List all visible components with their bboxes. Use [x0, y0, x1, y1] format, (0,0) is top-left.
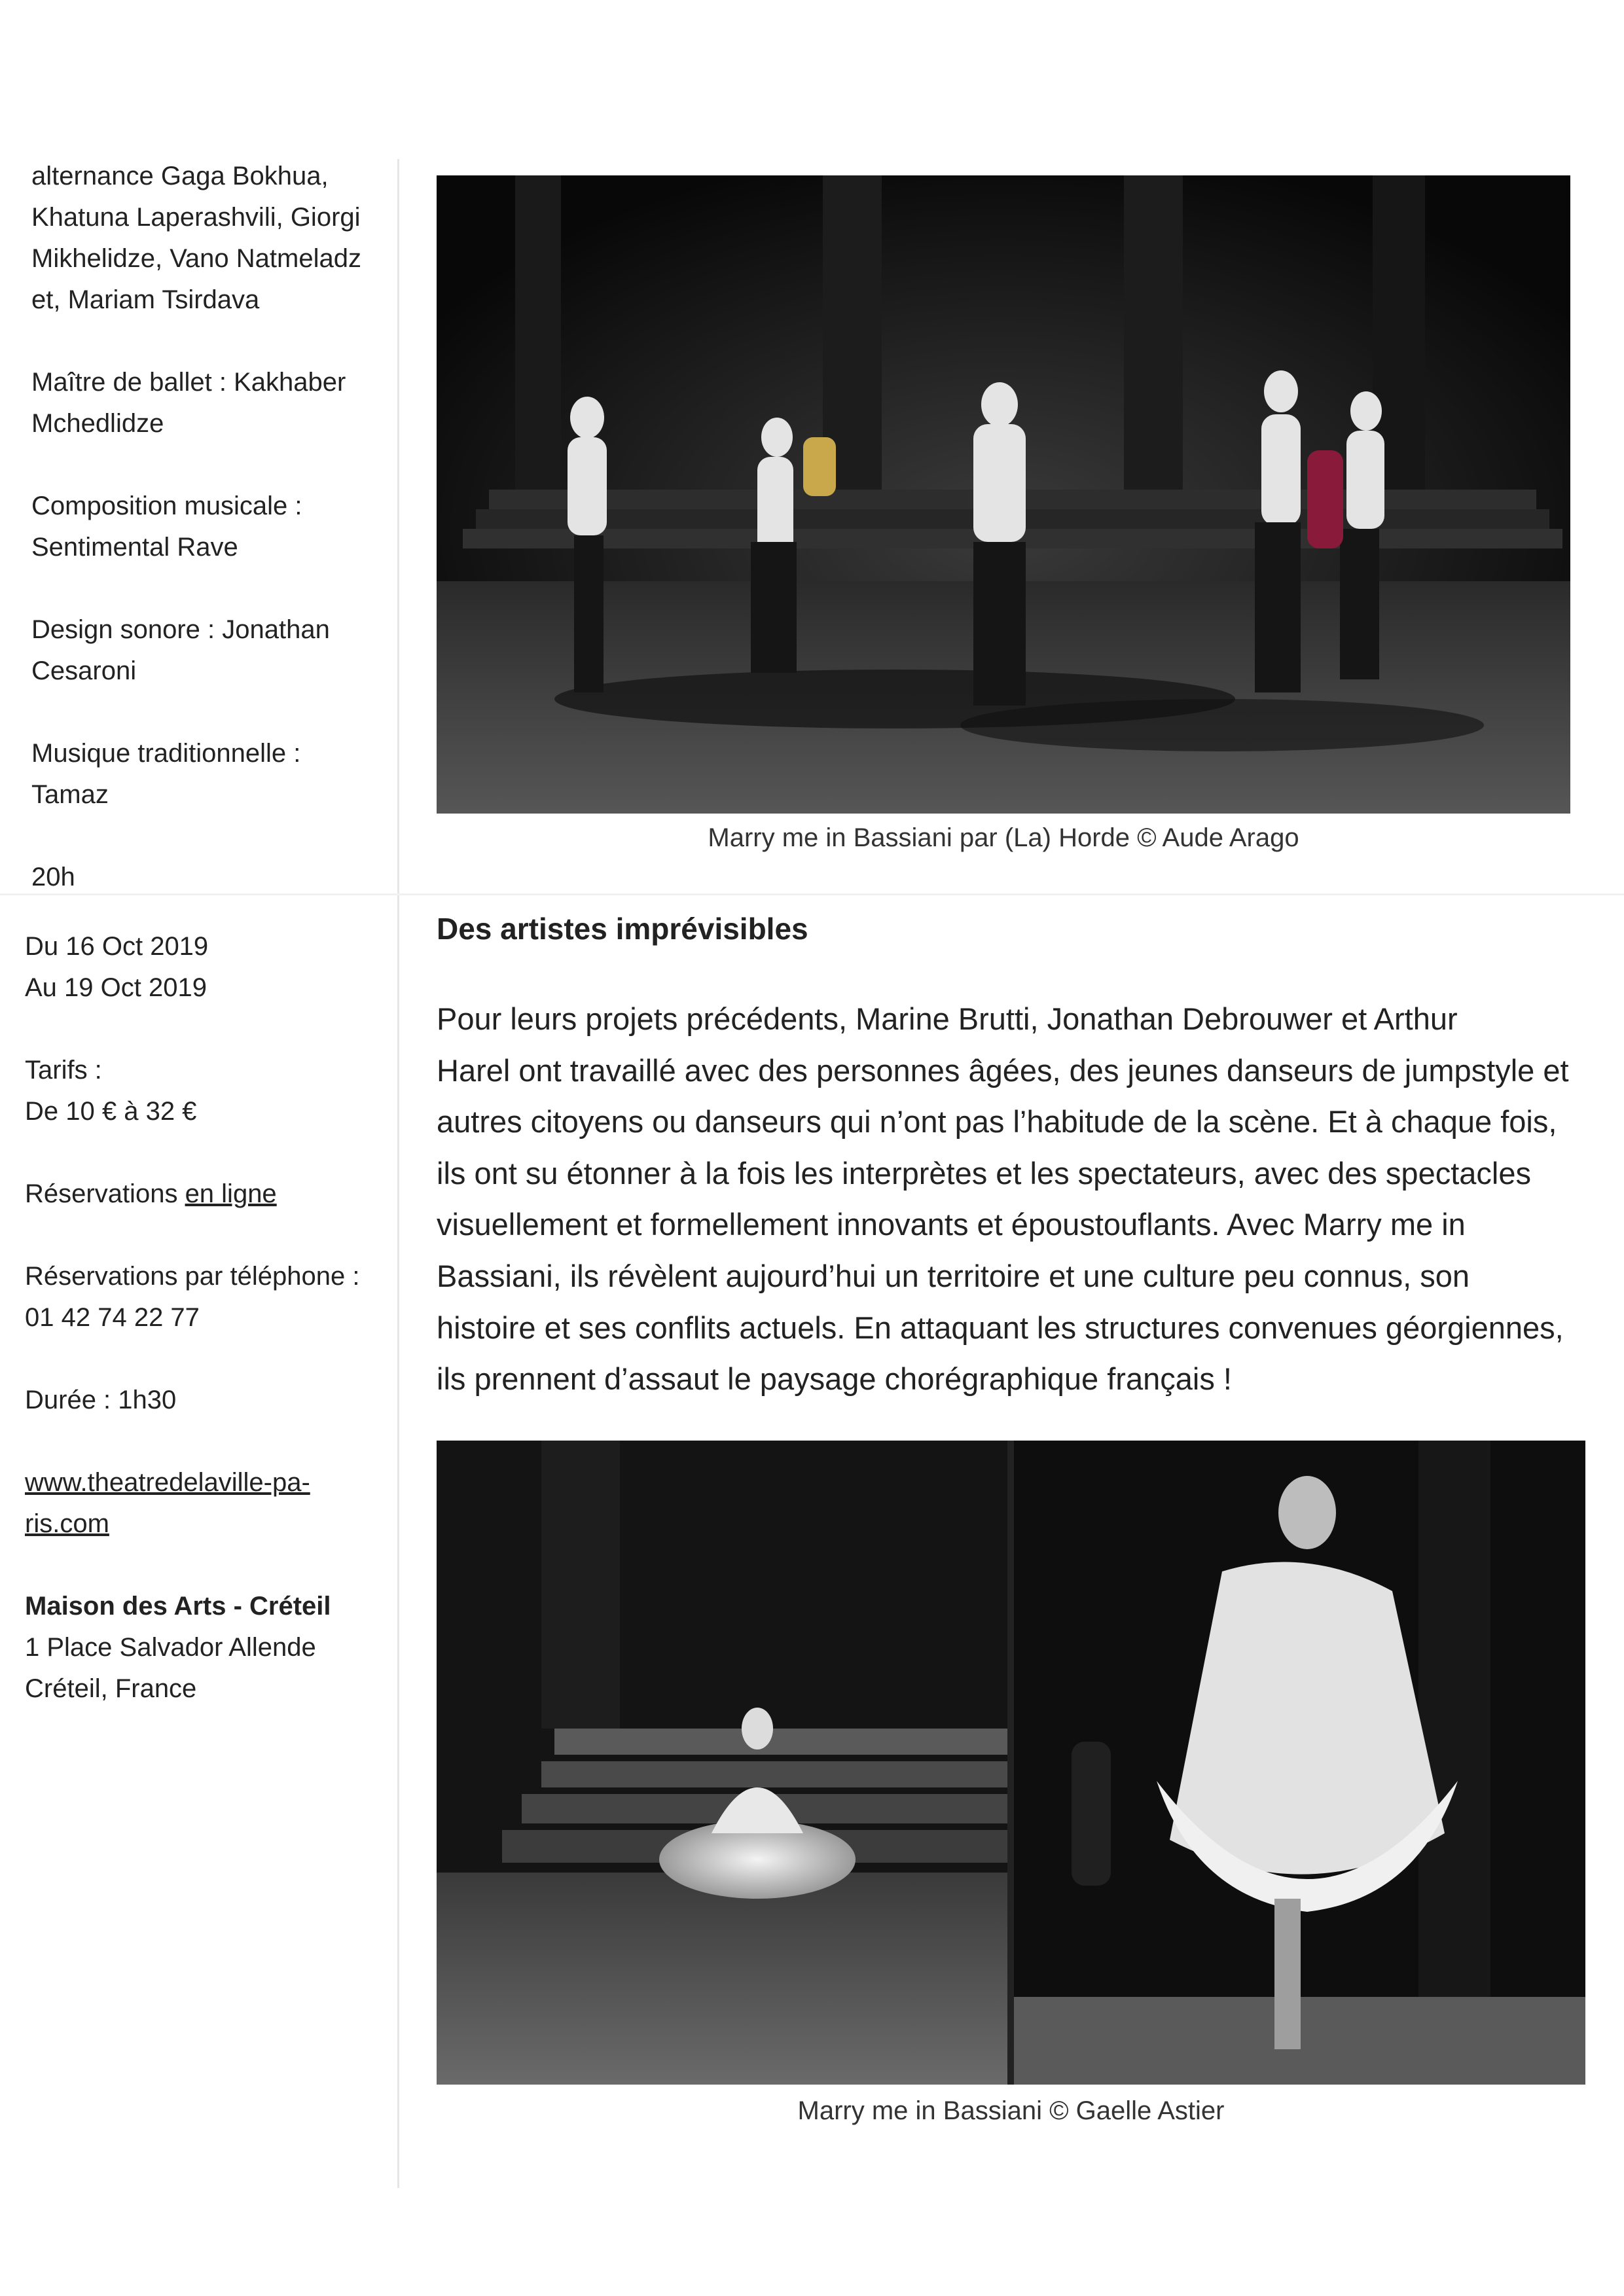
paragraph-line: visuellement et formellement innovants et époustouflants. Avec Marry me in	[437, 1207, 1466, 1242]
website-link-continued[interactable]: ris.com	[25, 1509, 109, 1538]
date-start: Du 16 Oct 2019	[25, 932, 209, 961]
reservation-online-link[interactable]: en ligne	[185, 1179, 277, 1208]
section-heading: Des artistes imprévisibles	[437, 912, 808, 946]
date-end: Au 19 Oct 2019	[25, 973, 207, 1002]
photo-caption-2: Marry me in Bassiani © Gaelle Astier	[797, 2096, 1225, 2125]
venue-address-street: 1 Place Salvador Allende	[25, 1633, 316, 1662]
sound-design-label: Design sonore : Jonathan	[31, 615, 330, 644]
reservation-label: Réservations	[25, 1179, 178, 1208]
credits-block	[31, 156, 385, 898]
venue-address-city: Créteil, France	[25, 1674, 197, 1703]
traditional-music-label: Musique traditionnelle :	[31, 739, 301, 768]
column-divider	[397, 159, 399, 2188]
dance-solo-photo	[437, 1441, 1585, 2085]
duration: Durée : 1h30	[25, 1386, 177, 1414]
paragraph-line: ils prennent d’assaut le paysage chorégraphique français !	[437, 1361, 1232, 1397]
ballet-master-label: Maître de ballet : Kakhaber	[31, 368, 346, 397]
credits-dancers-line: Khatuna Laperashvili, Giorgi	[31, 203, 361, 232]
phone-label: Réservations par téléphone :	[25, 1262, 360, 1291]
paragraph-line: Pour leurs projets précédents, Marine Brutti, Jonathan Debrouwer et Arthur	[437, 1001, 1458, 1036]
paragraph-line: ils ont su étonner à la fois les interprètes et les spectateurs, avec des spectacles	[437, 1155, 1531, 1191]
article-paragraph	[437, 994, 1595, 1405]
paragraph-line: Harel ont travaillé avec des personnes âgées, des jeunes danseurs de jumpstyle et	[437, 1052, 1569, 1088]
event-info-block	[25, 926, 391, 1751]
paragraph-line: histoire et ses conflits actuels. En attaquant les structures convenues géorgiennes,	[437, 1310, 1564, 1345]
show-time: 20h	[31, 863, 75, 891]
credits-dancers-line: et, Mariam Tsirdava	[31, 285, 260, 314]
paragraph-line: Bassiani, ils révèlent aujourd’hui un territoire et une culture peu connus, son	[437, 1258, 1470, 1293]
credits-dancers-line: alternance Gaga Bokhua,	[31, 162, 329, 190]
tarifs-label: Tarifs :	[25, 1056, 102, 1085]
traditional-music-name: Tamaz	[31, 780, 109, 809]
paragraph-line: autres citoyens ou danseurs qui n’ont pas l’habitude de la scène. Et à chaque fois,	[437, 1104, 1557, 1139]
ballet-master-name: Mchedlidze	[31, 409, 164, 438]
music-composition-label: Composition musicale :	[31, 492, 302, 520]
tarifs-value: De 10 € à 32 €	[25, 1097, 197, 1126]
dance-group-photo	[437, 175, 1570, 814]
music-composition-name: Sentimental Rave	[31, 533, 238, 562]
credits-dancers-line: Mikhelidze, Vano Natmeladz	[31, 244, 361, 273]
venue-name: Maison des Arts - Créteil	[25, 1592, 331, 1621]
website-link[interactable]: www.theatredelaville-pa-	[25, 1468, 310, 1497]
sound-design-name: Cesaroni	[31, 656, 137, 685]
photo-caption-1: Marry me in Bassiani par (La) Horde © Aude Arago	[708, 823, 1299, 852]
phone-number: 01 42 74 22 77	[25, 1303, 200, 1332]
